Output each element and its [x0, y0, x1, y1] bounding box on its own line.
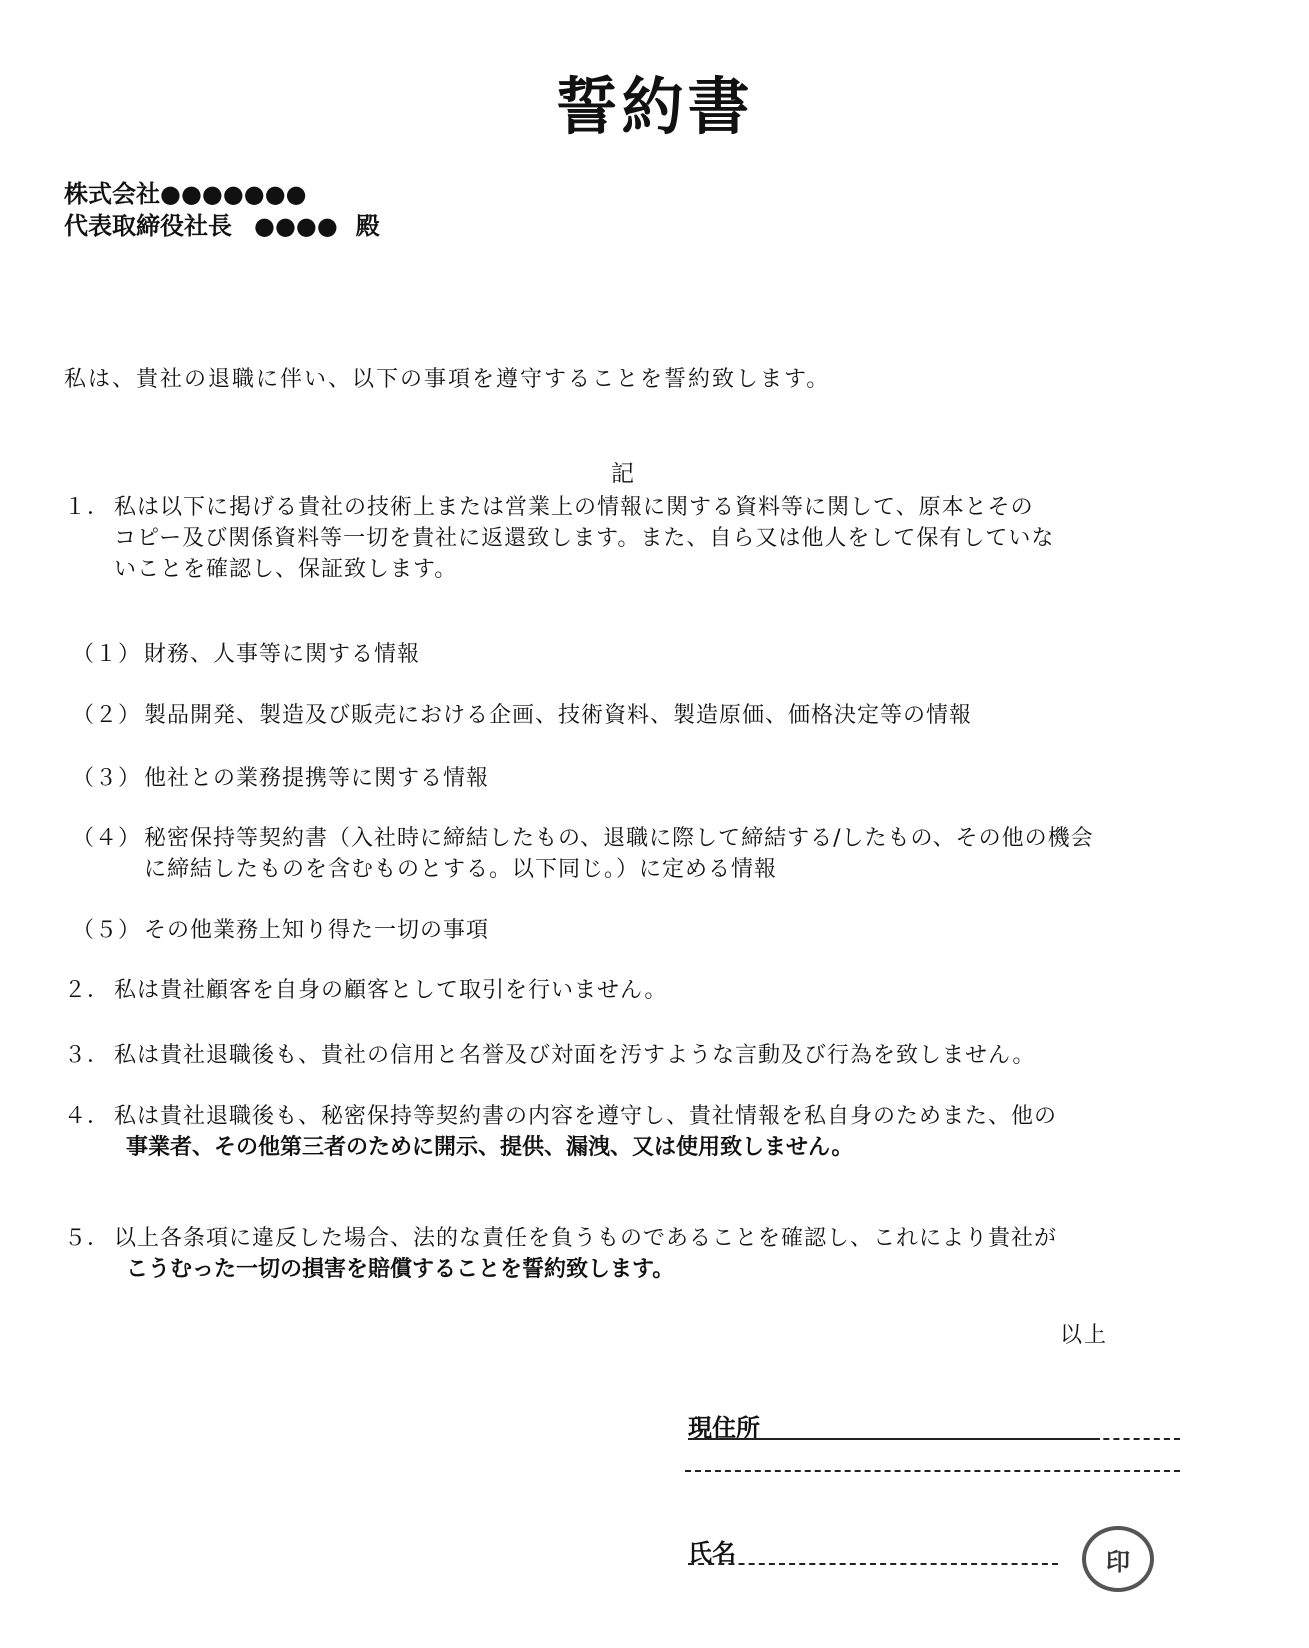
clause-1-line-1: 私は以下に掲げる貴社の技術上または営業上の情報に関する資料等に関して、原本とその [114, 495, 1034, 520]
clause-1-line-3: いことを確認し、保証致します。 [114, 557, 458, 582]
intro-statement: 私は、貴社の退職に伴い、以下の事項を遵守することを誓約致します。 [64, 367, 831, 392]
subitem-4-number: （４） [72, 826, 142, 851]
addressee-honorific: 殿 [355, 212, 380, 240]
clause-1-line-2: コピー及び関係資料等一切を貴社に返還致します。また、自ら又は他人をして保有していな [114, 526, 1055, 551]
name-line[interactable] [688, 1563, 1058, 1565]
subitem-5-text: その他業務上知り得た一切の事項 [144, 918, 490, 943]
document-title: 誓約書 [555, 70, 754, 143]
addressee-rep-title: 代表取締役社長 [64, 212, 232, 240]
subitem-5-number: （５） [72, 918, 142, 943]
subitem-5 [72, 915, 489, 946]
ki-heading: 記 [611, 461, 634, 487]
clause-4-number: ４． [64, 1104, 111, 1129]
address-label: 現住所 [688, 1414, 760, 1442]
clause-3-number: ３． [64, 1043, 111, 1068]
clause-5-line-2: こうむった一切の損害を賠償することを誓約致します。 [126, 1257, 675, 1282]
subitem-4 [72, 823, 1094, 885]
subitem-2-text: 製品開発、製造及び販売における企画、技術資料、製造原価、価格決定等の情報 [144, 703, 973, 728]
clause-4 [64, 1101, 1057, 1163]
clause-1-number: １． [64, 495, 111, 520]
clause-3 [64, 1040, 1035, 1071]
subitem-3 [72, 763, 489, 794]
addressee-block [64, 178, 380, 242]
name-label: 氏名 [688, 1539, 736, 1567]
address-line-1[interactable] [760, 1438, 1180, 1440]
clause-5 [64, 1223, 1057, 1285]
clause-2 [64, 975, 667, 1006]
addressee-rep-name: ●●●● [254, 212, 338, 240]
subitem-2-number: （２） [72, 703, 142, 728]
subitem-4-line-1: 秘密保持等契約書（入社時に締結したもの、退職に際して締結する/したもの、その他の機会 [144, 826, 1094, 851]
addressee-company: 株式会社●●●●●●● [64, 180, 307, 208]
clause-2-number: ２． [64, 978, 111, 1003]
subitem-1-number: （１） [72, 642, 142, 667]
clause-3-text: 私は貴社退職後も、貴社の信用と名誉及び対面を汚すような言動及び行為を致しません。 [114, 1043, 1036, 1068]
subitem-3-text: 他社との業務提携等に関する情報 [144, 766, 490, 791]
clause-2-text: 私は貴社顧客を自身の顧客として取引を行いません。 [114, 978, 668, 1003]
addressee-representative [64, 210, 380, 242]
clause-5-line-1: 以上各条項に違反した場合、法的な責任を負うものであることを確認し、これにより貴社が [114, 1226, 1058, 1251]
clause-1 [64, 492, 1054, 585]
closing-ijo: 以上 [1060, 1323, 1109, 1348]
seal-label: 印 [1106, 1547, 1130, 1576]
seal-stamp-area[interactable] [1082, 1526, 1154, 1592]
subitem-2 [72, 700, 972, 731]
clause-5-number: ５． [64, 1226, 111, 1251]
clause-4-line-1: 私は貴社退職後も、秘密保持等契約書の内容を遵守し、貴社情報を私自身のためまた、他の [114, 1104, 1058, 1129]
clause-4-line-2: 事業者、その他第三者のために開示、提供、漏洩、又は使用致しません。 [126, 1135, 854, 1160]
subitem-3-number: （３） [72, 766, 142, 791]
subitem-4-line-2: に締結したものを含むものとする。以下同じ。）に定める情報 [144, 857, 778, 882]
address-line-2[interactable] [685, 1470, 1180, 1472]
subitem-1 [72, 639, 420, 670]
subitem-1-text: 財務、人事等に関する情報 [144, 642, 421, 667]
